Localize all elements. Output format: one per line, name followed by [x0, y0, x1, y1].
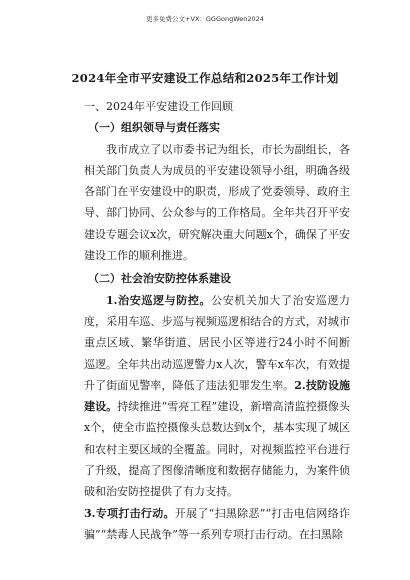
paragraph-security-items [84, 290, 350, 503]
paragraph-special-action [84, 503, 350, 546]
item-text-patrol: 公安机关加大了治安巡逻力度，采用车巡、步巡与视频巡逻相结合的方式，对城市重点区域、繁华街道、居民小区等进行24小时不间断巡逻。全年共出动巡逻警力x人次，警车x车次，有效提升了街面见警率，降低了违法犯罪发生率。 [84, 293, 351, 392]
item-lead-patrol: 1.治安巡逻与防控。 [106, 293, 212, 307]
header-note: 更多免费公文+VX：GGGongWen2024 [146, 15, 264, 23]
paragraph-organization: 我市成立了以市委书记为组长，市长为副组长，各相关部门负责人为成员的平安建设领导小组，明确各级各部门在平安建设中的职责，形成了党委领导、政府主导、部门协同、公众参与的工作格局。全年共召开平安建设专题会议x次，研究解决重大问题x个，确保了平安建设工作的顺利推进。 [84, 142, 350, 263]
item-lead-special-action: 3.专项打击行动。 [84, 506, 175, 520]
document-body [84, 96, 350, 545]
section-heading-review: 一、2024年平安建设工作回顾 [84, 100, 233, 113]
item-lead-tech: 2.技防设施建设。 [84, 378, 351, 414]
item-text-tech: 持续推进“雪亮工程”建设，新增高清监控摄像头x个，使全市监控摄像头总数达到x个，基本实现了城区和农村主要区域的全覆盖。同时，对视频监控平台进行了升级，提高了图像清晰度和数据存储能力，为案件侦破和治安防控提供了有力支持。 [84, 400, 350, 499]
document-title: 2024年全市平安建设工作总结和2025年工作计划 [71, 71, 339, 85]
item-text-special-action: 开展了“扫黑除恶”“打击电信网络诈骗”“禁毒人民战争”等一系列专项打击行动。在扫黑除 [84, 506, 350, 541]
subsection-heading-organization: （一）组织领导与责任落实 [88, 121, 220, 135]
subsection-heading-security-system: （二）社会治安防控体系建设 [88, 272, 231, 286]
